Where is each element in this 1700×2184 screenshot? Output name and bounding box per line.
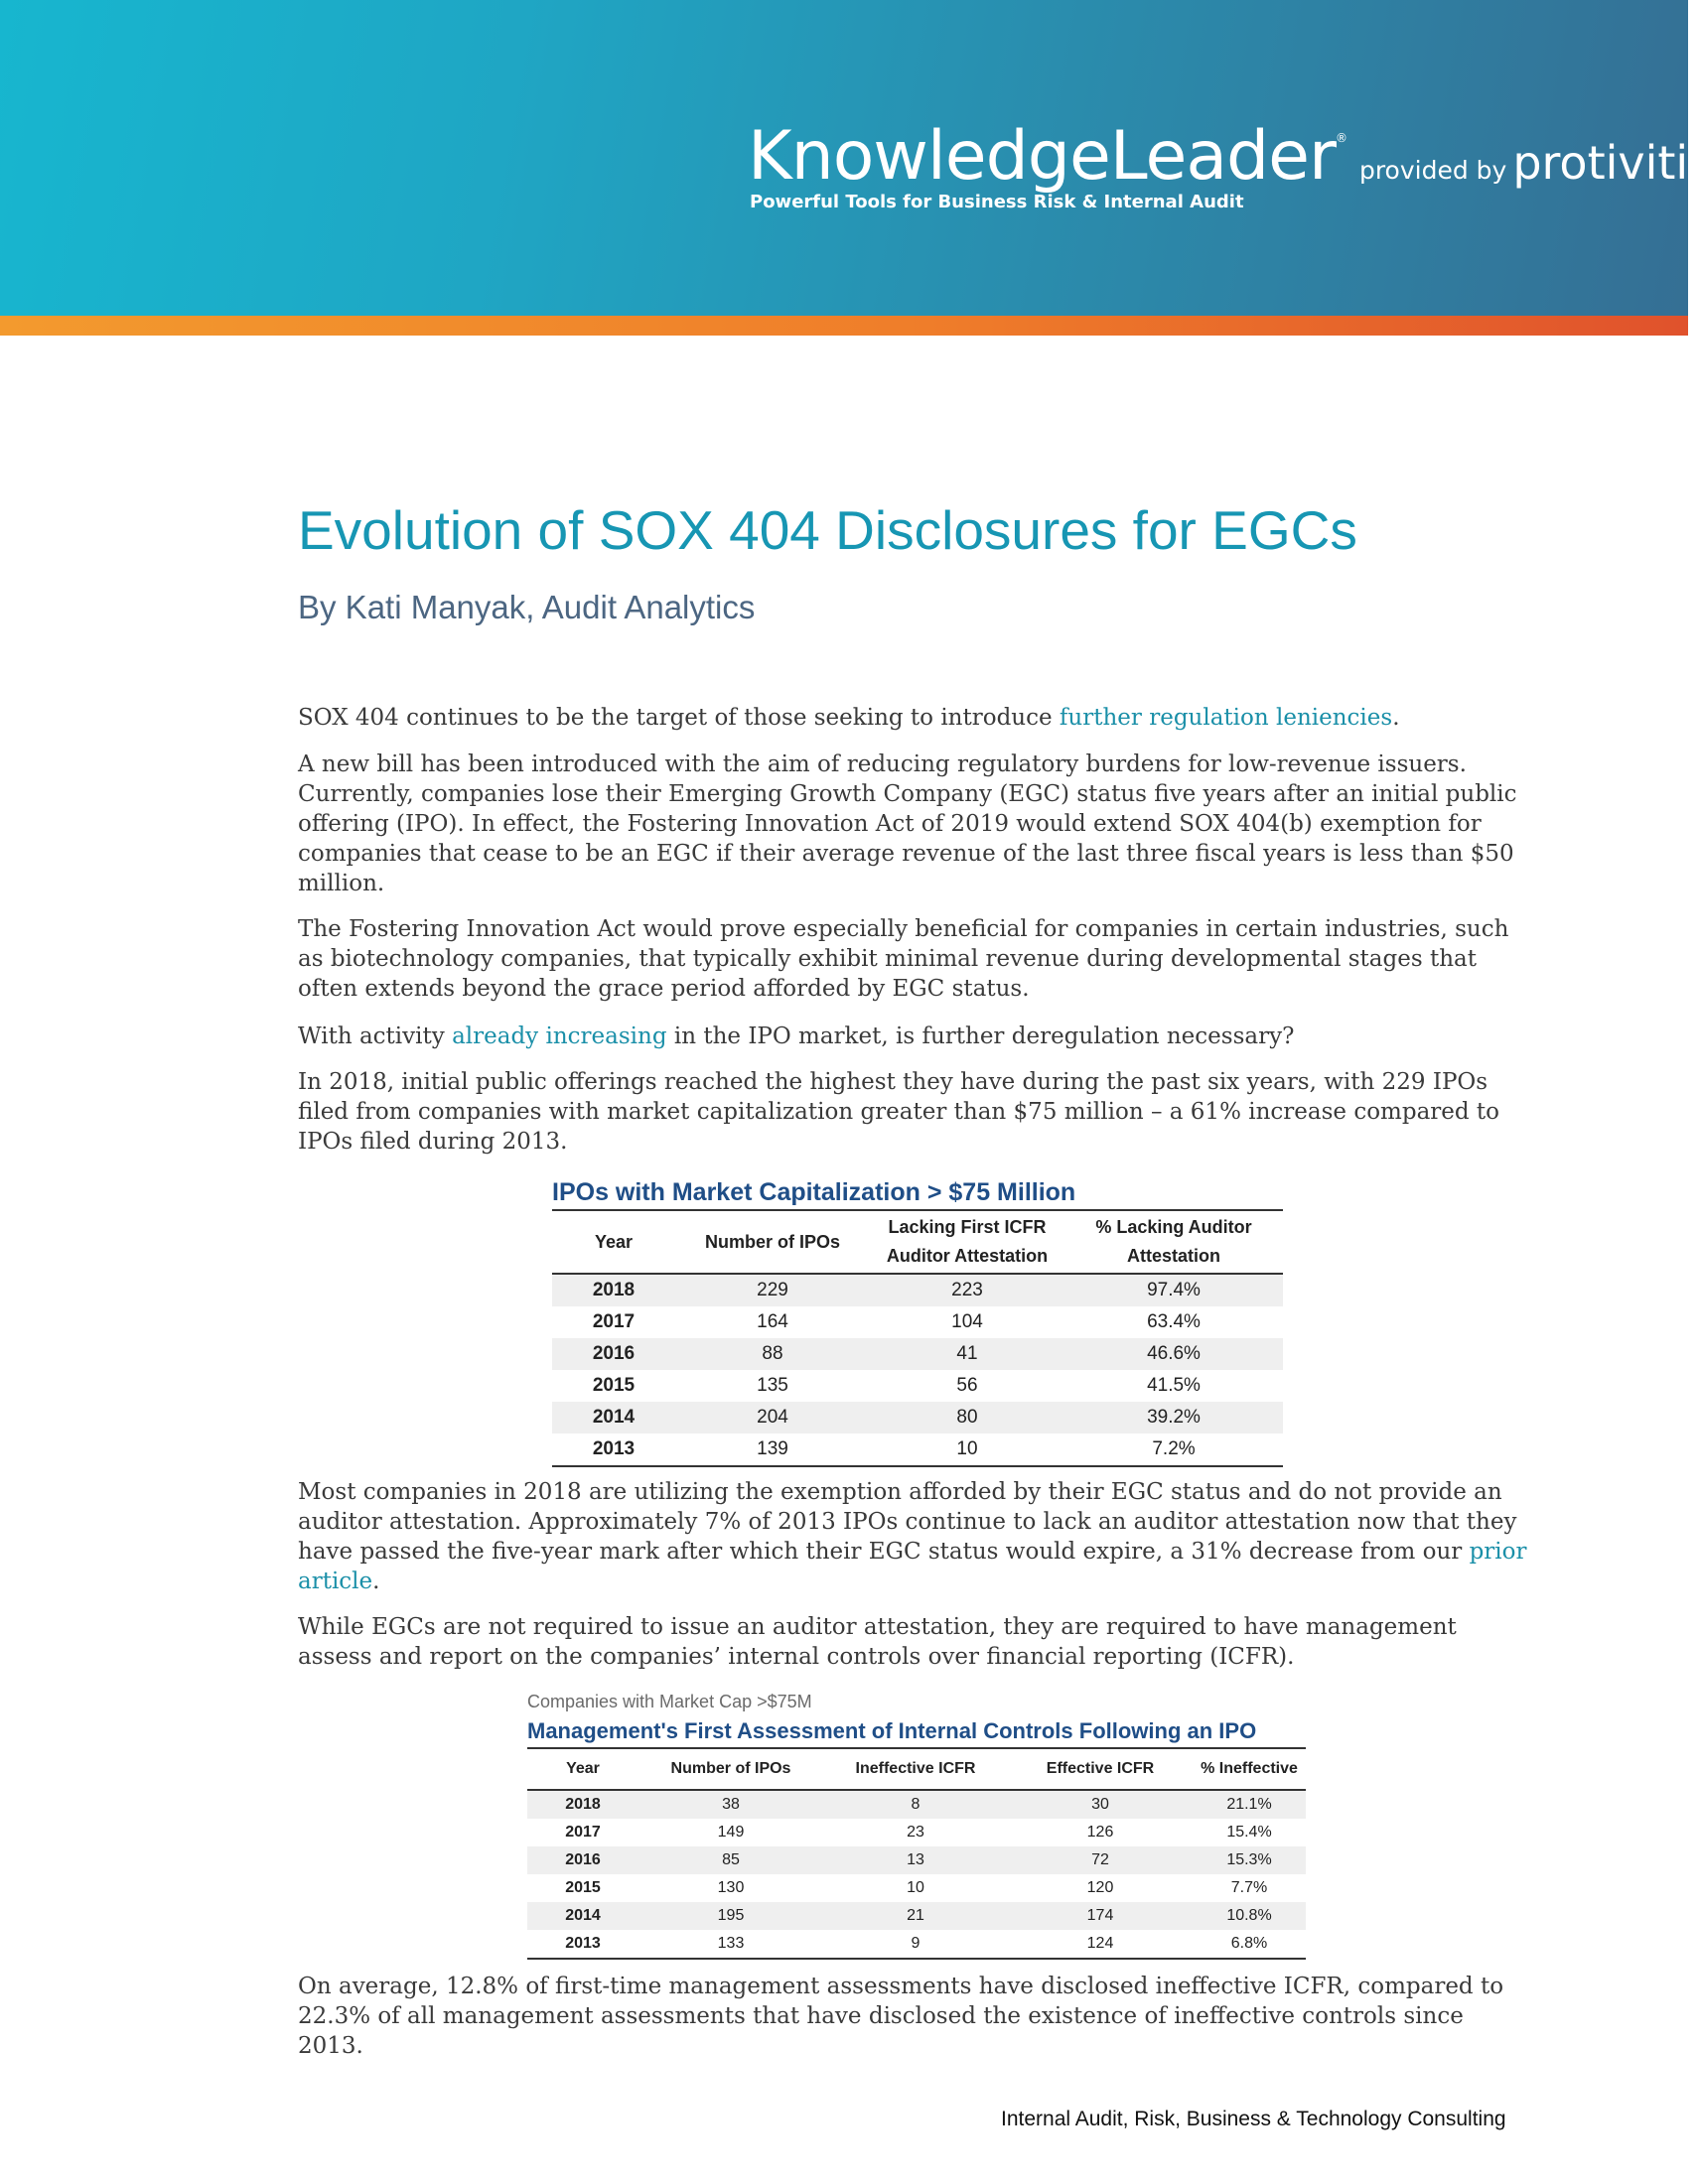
table-cell: 97.4% <box>1064 1274 1283 1306</box>
brand-name: KnowledgeLeader <box>748 117 1336 196</box>
paragraph-2: A new bill has been introduced with the aim of reducing regulatory burdens for low-revenue issuers. Currently, companies lose their Emerging Growth Company (EGC) status five years after an initial public offering (IPO). In effect, the Fostering Innovation Act of 2019 would extend SOX 404(b) exemption for companies that cease to be an EGC if their average revenue of the last three fiscal years is less than $50 million. <box>298 751 1517 896</box>
paragraph-6-text: Most companies in 2018 are utilizing the exemption afforded by their EGC status and do not provide an auditor attestation. Approximately 7% of 2013 IPOs continue to lack an auditor attestation now that they have passed the five-year mark after which their EGC status would expire, a 31% decrease from our <box>298 1479 1517 1565</box>
table-cell: 223 <box>870 1274 1064 1306</box>
table-cell: 23 <box>907 1824 924 1841</box>
table-cell: 41 <box>870 1338 1064 1370</box>
column-header: % Lacking Auditor Attestation <box>1064 1210 1283 1274</box>
column-header: Year <box>552 1210 675 1274</box>
paragraph-5: In 2018, initial public offerings reached the highest they have during the past six years, with 229 IPOs filed from companies with market capitalization greater than $75 million – a 61% increase compared to IPOs filed during 2013. <box>298 1069 1500 1155</box>
table-cell: 195 <box>638 1902 823 1930</box>
table-cell: 39.2% <box>1064 1402 1283 1433</box>
table-2-caption: Management's First Assessment of Internal Controls Following an IPO <box>527 1718 1257 1743</box>
paragraph-1-text: SOX 404 continues to be the target of those seeking to introduce <box>298 705 1060 731</box>
table-2-header-row <box>527 1748 1306 1790</box>
table-cell: 2014 <box>527 1902 638 1930</box>
table-cell: 204 <box>675 1402 870 1433</box>
table-cell: 2018 <box>527 1790 638 1819</box>
paragraph-3: The Fostering Innovation Act would prove especially beneficial for companies in certain industries, such as biotechnology companies, that typically exhibit minimal revenue during developmental stages that often extends beyond the grace period afforded by EGC status. <box>298 916 1509 1002</box>
brand-tagline: Powerful Tools for Business Risk & Internal Audit <box>750 192 1244 212</box>
table-cell: 21.1% <box>1193 1790 1306 1819</box>
table-cell: 104 <box>951 1311 983 1332</box>
table-cell: 2018 <box>552 1274 675 1306</box>
table-cell: 10 <box>870 1433 1064 1466</box>
table-row <box>527 1902 1306 1930</box>
table-cell: 149 <box>717 1824 745 1841</box>
link-prior-article[interactable]: prior article <box>298 1539 1527 1594</box>
paragraph-4 <box>298 1022 1534 1051</box>
paragraph-7: While EGCs are not required to issue an auditor attestation, they are required to have management assess and report on the companies’ internal controls over financial reporting (ICFR). <box>298 1614 1457 1670</box>
table-row <box>527 1930 1306 1959</box>
table-cell: 2016 <box>552 1338 675 1370</box>
table-cell: 174 <box>1008 1902 1193 1930</box>
paragraph-1-end: . <box>1392 705 1400 731</box>
paragraph-4-end: in the IPO market, is further deregulation necessary? <box>666 1024 1295 1049</box>
paragraph-4-start: With activity <box>298 1024 453 1049</box>
table-cell: 2015 <box>592 1375 636 1396</box>
table-cell: 124 <box>1008 1930 1193 1959</box>
table-cell: 7.2% <box>1064 1433 1283 1466</box>
table-row <box>527 1819 1306 1846</box>
protiviti-logo: protiviti <box>1512 136 1689 190</box>
column-header: Ineffective ICFR <box>823 1748 1008 1790</box>
table-row <box>527 1790 1306 1819</box>
table-cell: 2017 <box>565 1824 601 1841</box>
table-cell: 80 <box>870 1402 1064 1433</box>
table-cell: 85 <box>638 1846 823 1874</box>
table-cell: 30 <box>1008 1790 1193 1819</box>
link-further-regulation-leniencies[interactable]: further regulation leniencies <box>1059 705 1393 731</box>
table-cell: 38 <box>638 1790 823 1819</box>
table-cell: 7.7% <box>1230 1879 1268 1896</box>
link-already-increasing[interactable]: already increasing <box>452 1024 667 1049</box>
table-2-grid <box>527 1747 1306 1960</box>
table-row <box>552 1433 1283 1466</box>
page-footer: Internal Audit, Risk, Business & Technology Consulting <box>1001 2108 1506 2130</box>
paragraph-1 <box>298 703 1534 733</box>
table-row <box>552 1306 1283 1338</box>
table-row <box>552 1370 1283 1402</box>
table-cell: 9 <box>823 1930 1008 1959</box>
table-row <box>552 1338 1283 1370</box>
paragraph-8: On average, 12.8% of first-time management assessments have disclosed ineffective ICFR, compared to 22.3% of all management assessments that have disclosed the existence of ineffective controls since 2013. <box>298 1974 1504 2059</box>
column-header: % Ineffective <box>1193 1748 1306 1790</box>
column-header: Number of IPOs <box>675 1210 870 1274</box>
table-cell: 72 <box>1008 1846 1193 1874</box>
table-row <box>552 1402 1283 1433</box>
provider-registered-mark: ® <box>1688 131 1700 145</box>
table-cell: 120 <box>1086 1879 1114 1896</box>
table-cell: 2013 <box>552 1433 675 1466</box>
table-row <box>552 1274 1283 1306</box>
article-title: Evolution of SOX 404 Disclosures for EGCs <box>298 499 1357 561</box>
table-cell: 10.8% <box>1193 1902 1306 1930</box>
column-header: Number of IPOs <box>638 1748 823 1790</box>
column-header: Effective ICFR <box>1008 1748 1193 1790</box>
knowledgeleader-logo <box>748 117 1700 196</box>
management-assessment-table <box>527 1688 1306 1960</box>
table-cell: 63.4% <box>1147 1311 1201 1332</box>
table-cell: 139 <box>675 1433 870 1466</box>
column-header: Year <box>527 1748 638 1790</box>
table-cell: 2013 <box>527 1930 638 1959</box>
table-cell: 10 <box>907 1879 924 1896</box>
paragraph-6 <box>298 1477 1534 1596</box>
article-byline: By Kati Manyak, Audit Analytics <box>298 589 756 625</box>
table-cell: 2017 <box>592 1311 636 1332</box>
table-row <box>527 1846 1306 1874</box>
header-accent-stripe <box>0 316 1688 336</box>
table-cell: 135 <box>757 1375 788 1396</box>
column-header: Lacking First ICFR Auditor Attestation <box>870 1210 1064 1274</box>
table-cell: 13 <box>823 1846 1008 1874</box>
table-cell: 21 <box>823 1902 1008 1930</box>
table-cell: 133 <box>638 1930 823 1959</box>
table-cell: 15.3% <box>1193 1846 1306 1874</box>
table-cell: 41.5% <box>1147 1375 1201 1396</box>
table-cell: 2015 <box>565 1879 601 1896</box>
table-row <box>527 1874 1306 1902</box>
paragraph-6-end: . <box>372 1569 380 1594</box>
table-2-subtitle: Companies with Market Cap >$75M <box>527 1692 812 1711</box>
table-cell: 2016 <box>527 1846 638 1874</box>
table-1-caption: IPOs with Market Capitalization > $75 Million <box>552 1178 1076 1206</box>
table-cell: 15.4% <box>1226 1824 1272 1841</box>
table-cell: 46.6% <box>1064 1338 1283 1370</box>
table-cell: 8 <box>823 1790 1008 1819</box>
table-cell: 56 <box>956 1375 978 1396</box>
table-1-grid <box>552 1209 1283 1467</box>
registered-mark: ® <box>1335 131 1347 145</box>
table-cell: 88 <box>675 1338 870 1370</box>
table-1-header-row <box>552 1210 1283 1274</box>
table-cell: 229 <box>675 1274 870 1306</box>
table-cell: 2014 <box>552 1402 675 1433</box>
provided-by-text: provided by <box>1358 156 1507 185</box>
table-cell: 126 <box>1086 1824 1114 1841</box>
table-cell: 164 <box>757 1311 788 1332</box>
table-cell: 130 <box>717 1879 745 1896</box>
ipo-attestation-table <box>552 1175 1283 1467</box>
table-cell: 6.8% <box>1193 1930 1306 1959</box>
